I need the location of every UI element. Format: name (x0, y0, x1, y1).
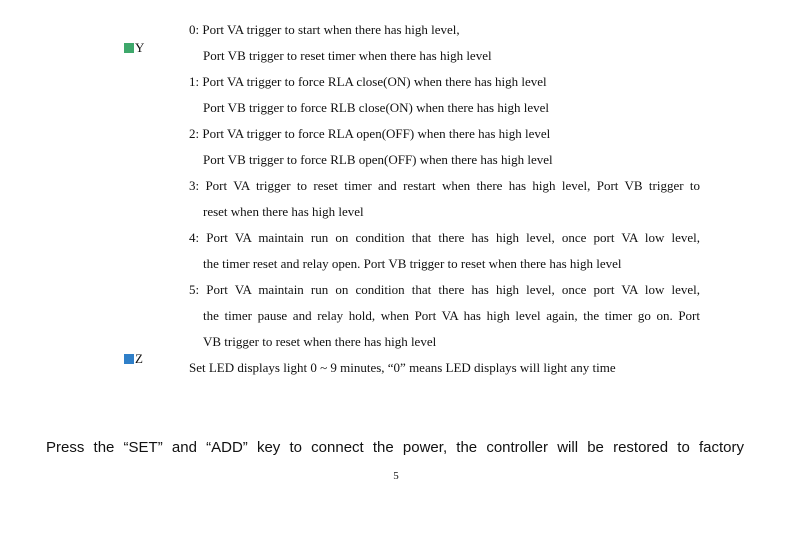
option-3-line-2: reset when there has high level (203, 204, 364, 219)
option-4-line-2: the timer reset and relay open. Port VB trigger to reset when there has high level (203, 256, 622, 271)
factory-reset-instruction: Press the “SET” and “ADD” key to connect the power, the controller will be restored to factory (46, 439, 744, 456)
option-4-line-1: 4: Port VA maintain run on condition that there has high level, once port VA low level, (189, 230, 700, 245)
option-5-line-3: VB trigger to reset when there has high level (203, 334, 437, 349)
option-3-line-1: 3: Port VA trigger to reset timer and restart when there has high level, Port VB trigger to (189, 178, 700, 193)
option-0-line-1: 0: Port VA trigger to start when there has high level, (189, 22, 460, 37)
option-2-line-2: Port VB trigger to force RLB open(OFF) when there has high level (203, 152, 553, 167)
green-square-bullet-icon (124, 43, 134, 53)
section-z-label: Z (135, 351, 143, 366)
option-5-line-1: 5: Port VA maintain run on condition that there has high level, once port VA low level, (189, 282, 700, 297)
option-5-line-2: the timer pause and relay hold, when Port VA has high level again, the timer go on. Port (203, 308, 700, 323)
option-1-line-2: Port VB trigger to force RLB close(ON) when there has high level (203, 100, 549, 115)
section-z-marker (124, 351, 143, 367)
section-y-label: Y (135, 40, 145, 55)
blue-square-bullet-icon (124, 354, 134, 364)
option-2-line-1: 2: Port VA trigger to force RLA open(OFF) when there has high level (189, 126, 551, 141)
section-y-marker (124, 40, 144, 56)
option-0-line-2: Port VB trigger to reset timer when there has high level (203, 48, 492, 63)
option-1-line-1: 1: Port VA trigger to force RLA close(ON) when there has high level (189, 74, 547, 89)
section-z-description: Set LED displays light 0 ~ 9 minutes, “0” means LED displays will light any time (189, 360, 616, 375)
page-number: 5 (393, 470, 399, 482)
